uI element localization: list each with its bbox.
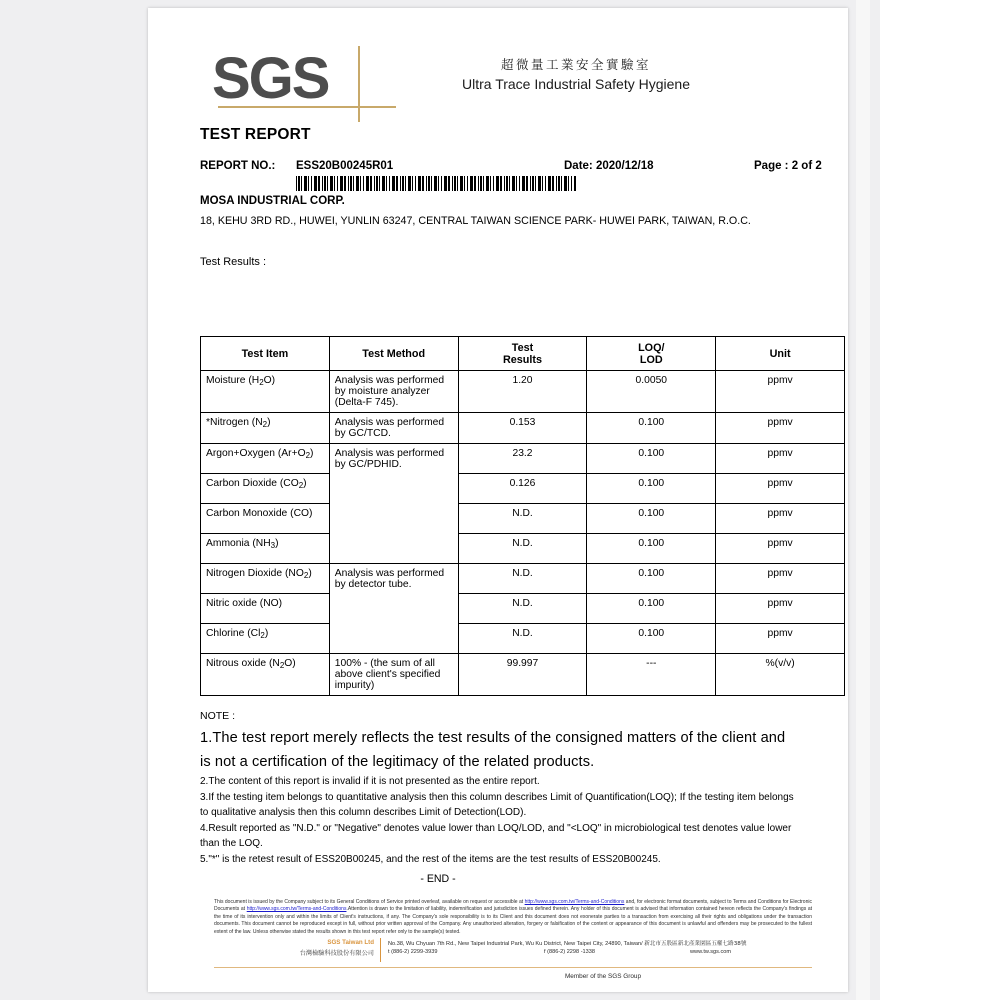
cell-test-method: Analysis was performed by GC/TCD.	[329, 413, 458, 444]
footer-website[interactable]: www.tw.sgs.com	[690, 949, 732, 956]
footer-rule	[214, 967, 812, 968]
cell-test-method: Analysis was performed by moisture analyzer (Delta-F 745).	[329, 371, 458, 413]
report-meta-row	[174, 160, 822, 176]
date-label: Date:	[564, 160, 593, 172]
footer-address-en: No.38, Wu Chyuan 7th Rd., New Taipei Industrial Park, Wu Ku District, New Taipei City, 24890, Taiwan/	[388, 941, 643, 948]
table-row	[201, 654, 845, 696]
terms-and-conditions-link-1[interactable]: http://www.sgs.com.tw/Terms-and-Conditions	[524, 899, 625, 905]
cell-unit: ppmv	[716, 624, 845, 654]
cell-test-item: Nitrogen Dioxide $(NO_2)$	[201, 564, 330, 594]
legal-text-part2: and, for electronic format documents, subject to Terms and Conditions for Electronic Documents at	[214, 899, 812, 913]
cell-unit: ppmv	[716, 534, 845, 564]
results-table-wrapper	[174, 336, 822, 696]
cell-loq-lod: 0.100	[587, 444, 716, 474]
laboratory-name-chinese: 超微量工業安全實驗室	[500, 57, 651, 72]
notes-section	[174, 696, 822, 885]
document-footer	[174, 885, 822, 980]
test-results-label: Test Results :	[200, 256, 267, 268]
logo-cross-vertical	[358, 46, 360, 122]
cell-unit: %(v/v)	[716, 654, 845, 696]
table-row	[201, 413, 845, 444]
header-unit: Unit	[716, 337, 845, 371]
table-row	[201, 474, 845, 504]
client-company-name: MOSA INDUSTRIAL CORP.	[200, 195, 345, 207]
header-test-results	[458, 337, 587, 371]
report-no-label: REPORT NO.:	[200, 160, 276, 172]
sgs-entity-name-english: SGS Taiwan Ltd	[327, 939, 374, 947]
notes-heading: NOTE :	[200, 710, 236, 722]
legal-disclaimer	[214, 899, 812, 936]
cell-loq-lod: 0.100	[587, 504, 716, 534]
cell-test-item: Moisture $(H_2O)$	[201, 371, 330, 413]
cell-test-result: N.D.	[458, 564, 587, 594]
cell-test-item: Carbon Monoxide (CO)	[201, 504, 330, 534]
cell-test-result: 1.20	[458, 371, 587, 413]
laboratory-name-english: Ultra Trace Industrial Safety Hygiene	[462, 76, 690, 92]
cell-unit: ppmv	[716, 444, 845, 474]
table-row	[201, 444, 845, 474]
cell-loq-lod: 0.100	[587, 624, 716, 654]
sgs-logo	[212, 46, 372, 122]
note-item-5: 5."*" is the retest result of ESS20B00245, and the rest of the items are the test results of ESS20B00245.	[200, 853, 661, 865]
table-row	[201, 624, 845, 654]
barcode-image	[296, 176, 576, 191]
cell-test-result: 0.126	[458, 474, 587, 504]
test-results-table	[200, 336, 845, 696]
cell-test-method: 100% - (the sum of all above client's specified impurity)	[329, 654, 458, 696]
cell-loq-lod: 0.100	[587, 564, 716, 594]
date-value: 2020/12/18	[595, 160, 654, 172]
note-item-2: 2.The content of this report is invalid if it is not presented as the entire report.	[200, 776, 540, 787]
cell-test-item: Nitrous oxide $(N_2O)$	[201, 654, 330, 696]
report-date	[564, 160, 654, 172]
header-test-results-line1: Test	[511, 341, 534, 354]
cell-test-method: Analysis was performed by detector tube.	[329, 564, 458, 654]
legal-text-part1: This document is issued by the Company subject to its General Conditions of Service printed overleaf, available on request or accessible at	[214, 899, 525, 905]
table-header-row	[201, 337, 845, 371]
sgs-entity-name-chinese: 台灣檢驗科技股份有限公司	[299, 950, 374, 958]
cell-loq-lod: 0.100	[587, 534, 716, 564]
table-row	[201, 594, 845, 624]
header-loq-line2: LOD	[639, 353, 663, 366]
header-test-results-line2: Results	[502, 353, 542, 366]
cell-test-method: Analysis was performed by GC/PDHID.	[329, 444, 458, 564]
cell-unit: ppmv	[716, 371, 845, 413]
cell-loq-lod: 0.100	[587, 413, 716, 444]
header-loq-line1: LOQ/	[638, 341, 665, 354]
cell-test-result: 23.2	[458, 444, 587, 474]
table-row	[201, 504, 845, 534]
cell-test-item: Carbon Dioxide $(CO_2)$	[201, 474, 330, 504]
note-item-4: 4.Result reported as "N.D." or "Negative" denotes value lower than LOQ/LOD, and "<LOQ" in microbiological test denotes value lower than the LOQ.	[200, 822, 792, 849]
cell-test-item: Ammonia $(NH_3)$	[201, 534, 330, 564]
header-test-item: Test Item	[201, 337, 330, 371]
note-item-1: 1.The test report merely reflects the test results of the consigned matters of the client and is not a certification of the legitimacy of the related products.	[200, 730, 786, 770]
report-metadata	[174, 160, 822, 268]
page-number: Page : 2 of 2	[754, 160, 822, 172]
table-row	[201, 371, 845, 413]
footer-address-cn: 新北市五股區新北產業園區五權七路38號	[644, 941, 747, 948]
cell-loq-lod: ---	[587, 654, 716, 696]
cell-test-result: 99.997	[458, 654, 587, 696]
cell-unit: ppmv	[716, 504, 845, 534]
document-page	[148, 8, 848, 992]
table-head	[201, 337, 845, 371]
cell-unit: ppmv	[716, 474, 845, 504]
footer-divider	[380, 938, 381, 962]
report-no-value: ESS20B00245R01	[296, 160, 394, 172]
table-row	[201, 534, 845, 564]
member-of-sgs-group: Member of the SGS Group	[564, 973, 641, 981]
cell-test-result: N.D.	[458, 504, 587, 534]
document-body	[148, 8, 848, 980]
cell-unit: ppmv	[716, 564, 845, 594]
cell-test-result: N.D.	[458, 594, 587, 624]
cell-test-item: Chlorine $(Cl_2)$	[201, 624, 330, 654]
note-item-3: 3.If the testing item belongs to quantitative analysis then this column describes Limit of Quantification(LOQ); If the testing item belongs to qualitative analysis then this column describes Limit of Detection(LOD).	[200, 791, 794, 818]
header-test-method: Test Method	[329, 337, 458, 371]
client-address: 18, KEHU 3RD RD., HUWEI, YUNLIN 63247, CENTRAL TAIWAN SCIENCE PARK- HUWEI PARK, TAIWAN, R.O.C.	[200, 215, 751, 227]
sgs-logo-text: SGS	[212, 46, 329, 111]
cell-loq-lod: 0.100	[587, 594, 716, 624]
footer-office-address	[388, 939, 746, 947]
cell-test-result: N.D.	[458, 534, 587, 564]
end-marker: - END -	[420, 873, 456, 885]
table-row	[201, 564, 845, 594]
terms-and-conditions-link-2[interactable]: http://www.sgs.com.tw/Terms-and-Conditions	[246, 906, 347, 913]
page-scrollbar-track[interactable]	[856, 0, 870, 1000]
cell-test-result: N.D.	[458, 624, 587, 654]
table-body	[201, 371, 845, 696]
cell-test-result: 0.153	[458, 413, 587, 444]
cell-test-item: *Nitrogen $(N_2)$	[201, 413, 330, 444]
legal-text-part3: .Attention is drawn to the limitation of liability, indemnification and jurisdiction issues defined therein. Any holder of this document is advised that information contained hereon reflects the Company's findings at the time of its intervention only and within the limits of Client's instructions, if any. The Company's sole responsibility is to its Client and this document does not exonerate parties to a transaction from exercising all their rights and obligations under the transaction documents. This document cannot be reproduced except in full, without prior written approval of the Company. Any unauthorized alteration, forgery or falsification of the content or appearance of this document is unlawful and offenders may be prosecuted to the fullest extent of the law. Unless otherwise stated the results shown in this test report refer only to the sample(s) tested.	[214, 906, 812, 935]
footer-fax: f (886-2) 2298 -1338	[544, 949, 595, 956]
page-title: TEST REPORT	[200, 126, 311, 143]
footer-address-block	[214, 939, 796, 965]
cell-test-item: Argon+Oxygen $(Ar+O_2)$	[201, 444, 330, 474]
laboratory-title	[426, 56, 726, 94]
cell-loq-lod: 0.0050	[587, 371, 716, 413]
cell-unit: ppmv	[716, 413, 845, 444]
cell-unit: ppmv	[716, 594, 845, 624]
cell-test-item: Nitric oxide (NO)	[201, 594, 330, 624]
cell-loq-lod: 0.100	[587, 474, 716, 504]
header-loq-lod	[587, 337, 716, 371]
footer-telephone: t (886-2) 2299-3939	[388, 949, 438, 956]
document-header	[174, 8, 822, 143]
